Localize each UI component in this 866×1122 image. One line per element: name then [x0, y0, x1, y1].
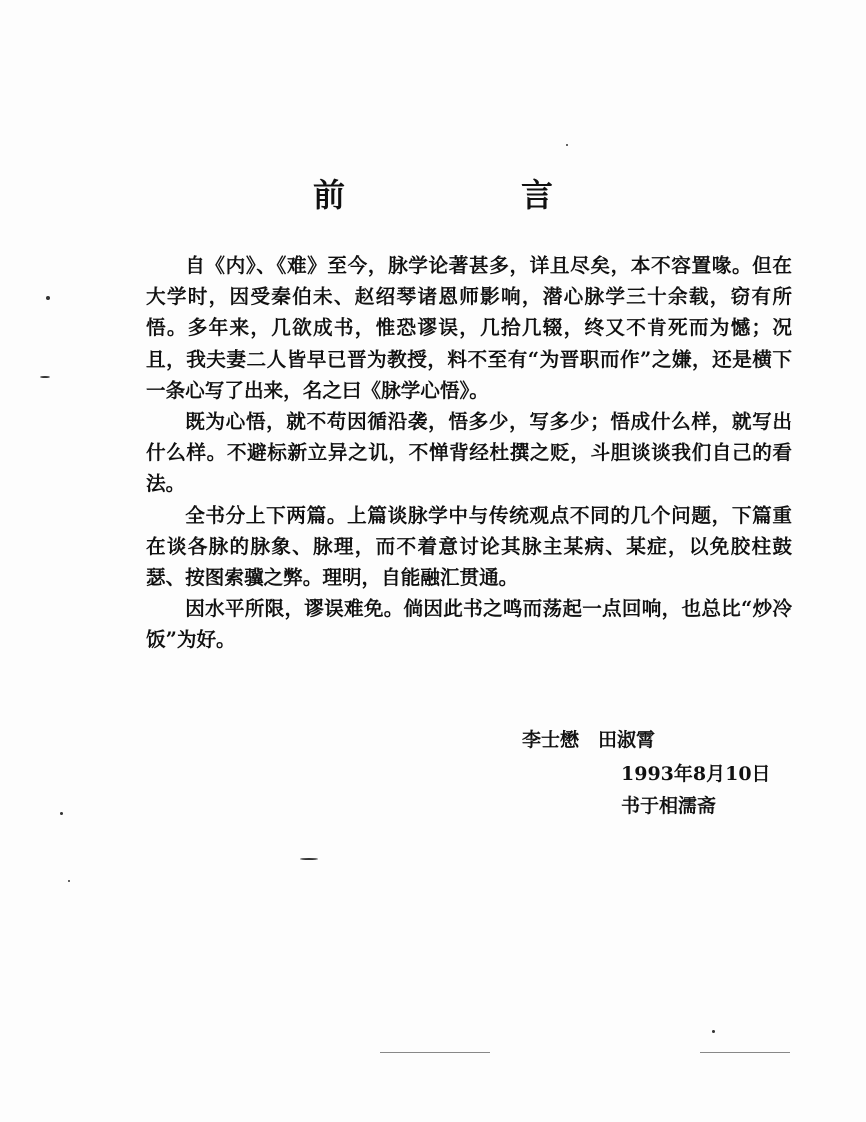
signature-date: 1993年8月10日 — [621, 763, 771, 785]
paragraph-1: 自《内》、《难》至今，脉学论著甚多，详且尽矣，本不容置喙。但在大学时，因受秦伯未、赵绍琴诸恩师影响，潜心脉学三十余载，窃有所悟。多年来，几欲成书，惟恐谬误，几拾几辍，终又不肯死而为憾；况且，我夫妻二人皆早已晋为教授，料不至有“为晋职而作”之嫌，还是横下一条心写了出来，名之曰《脉学心悟》。 — [146, 254, 792, 402]
scan-speck — [60, 812, 63, 815]
scan-speck — [68, 880, 70, 882]
scan-speck — [380, 1052, 490, 1053]
scan-speck — [700, 1052, 790, 1053]
signature-authors: 李士懋 田淑霄 — [522, 729, 656, 751]
page-title: 前 言 — [312, 176, 625, 214]
paragraph-3: 全书分上下两篇。上篇谈脉学中与传统观点不同的几个问题，下篇重在谈各脉的脉象、脉理，而不着意讨论其脉主某病、某症，以免胶柱鼓瑟、按图索骥之弊。理明，自能融汇贯通。 — [146, 503, 792, 590]
scan-speck — [40, 376, 50, 378]
scan-speck — [300, 858, 318, 860]
paragraph-4: 因水平所限，谬误难免。倘因此书之鸣而荡起一点回响，也总比“炒冷饭”为好。 — [146, 597, 792, 652]
scan-speck — [46, 296, 50, 300]
signature-place: 书于相濡斋 — [621, 795, 717, 817]
scan-speck — [566, 144, 568, 146]
preface-body — [146, 250, 792, 656]
scan-speck — [712, 1030, 715, 1033]
paragraph-2: 既为心悟，就不苟因循沿袭，悟多少，写多少；悟成什么样，就写出什么样。不避标新立异之讥，不惮背经杜撰之贬，斗胆谈谈我们自己的看法。 — [146, 410, 792, 496]
